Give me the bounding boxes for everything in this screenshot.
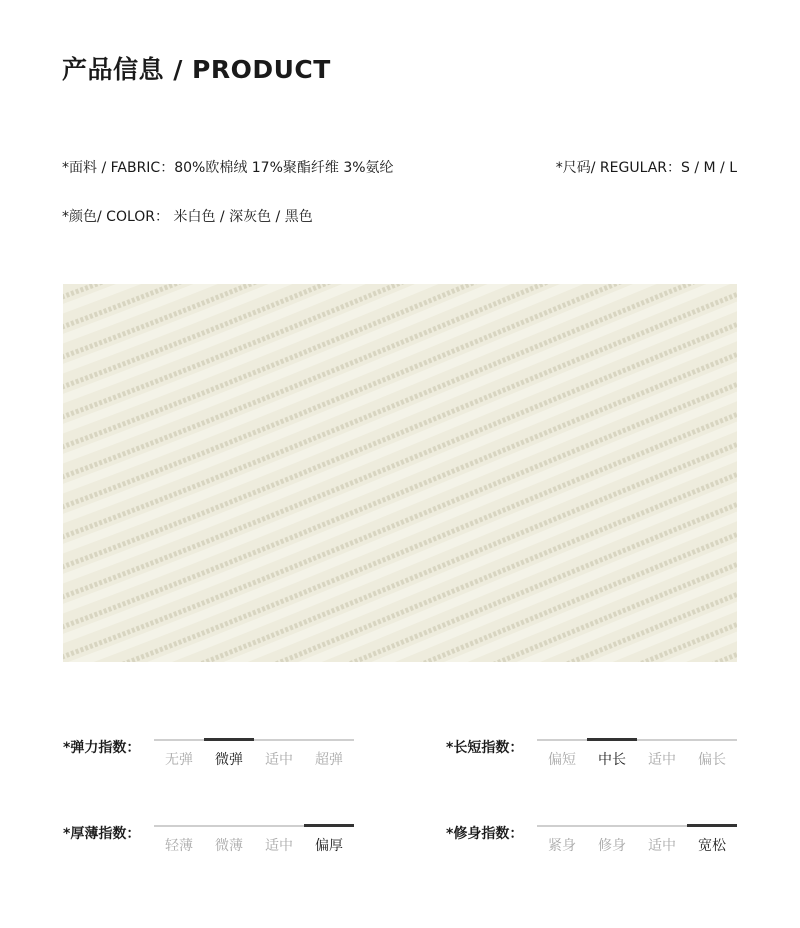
meter-option: 超弹 xyxy=(315,752,343,768)
meter-option: 偏短 xyxy=(548,752,576,768)
meter-option: 无弹 xyxy=(165,752,193,768)
meter-track xyxy=(154,825,354,827)
meter-track xyxy=(537,739,737,741)
length-meter xyxy=(446,737,737,777)
meter-option: 适中 xyxy=(265,838,293,854)
meter-indicator xyxy=(587,738,637,741)
fabric-spec: *面料 / FABRIC：80%欧棉绒 17%聚酯纤维 3%氨纶 xyxy=(62,160,394,176)
meter-option: 适中 xyxy=(648,752,676,768)
page-title: 产品信息 / PRODUCT xyxy=(62,55,331,84)
meter-label: *修身指数： xyxy=(446,826,524,842)
meter-option: 中长 xyxy=(598,752,626,768)
meter-indicator xyxy=(304,824,354,827)
meter-option: 适中 xyxy=(648,838,676,854)
meter-indicator xyxy=(687,824,737,827)
meter-label: *厚薄指数： xyxy=(63,826,141,842)
meter-option: 紧身 xyxy=(548,838,576,854)
meter-option: 宽松 xyxy=(698,838,726,854)
size-spec: *尺码/ REGULAR：S / M / L xyxy=(555,160,737,176)
color-spec: *颜色/ COLOR： 米白色 / 深灰色 / 黑色 xyxy=(62,209,313,225)
meter-track xyxy=(154,739,354,741)
fabric-texture-graphic xyxy=(63,284,737,662)
meter-label: *弹力指数： xyxy=(63,740,141,756)
thickness-meter xyxy=(63,823,354,863)
fabric-texture-image xyxy=(63,284,737,662)
meter-option: 偏厚 xyxy=(315,838,343,854)
meter-track xyxy=(537,825,737,827)
elasticity-meter xyxy=(63,737,354,777)
meter-option: 微弹 xyxy=(215,752,243,768)
fit-meter xyxy=(446,823,737,863)
meter-option: 修身 xyxy=(598,838,626,854)
meter-label: *长短指数： xyxy=(446,740,524,756)
meter-indicator xyxy=(204,738,254,741)
meter-option: 微薄 xyxy=(215,838,243,854)
meter-option: 偏长 xyxy=(698,752,726,768)
meter-option: 适中 xyxy=(265,752,293,768)
meter-option: 轻薄 xyxy=(165,838,193,854)
